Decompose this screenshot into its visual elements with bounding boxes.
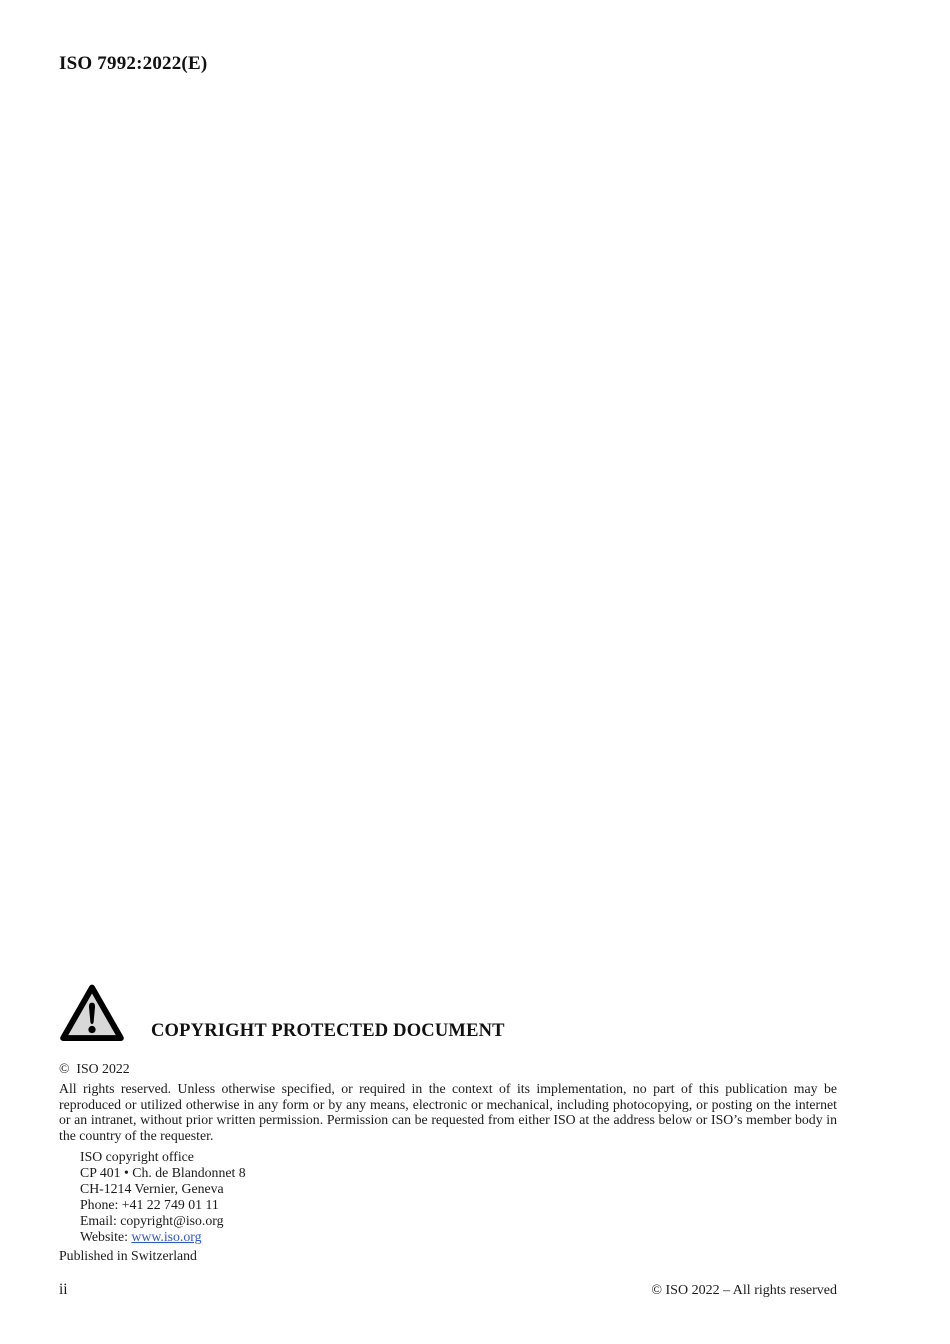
published-in-line: Published in Switzerland (59, 1248, 197, 1264)
website-label: Website: (80, 1229, 132, 1245)
document-number-header: ISO 7992:2022(E) (59, 53, 208, 74)
copyright-year-line: © ISO 2022 (59, 1061, 130, 1076)
footer-page-number: ii (59, 1281, 68, 1298)
address-line-website (80, 1229, 837, 1245)
footer-copyright-notice: © ISO 2022 – All rights reserved (651, 1283, 837, 1298)
address-line-street: CP 401 • Ch. de Blandonnet 8 (80, 1165, 246, 1181)
address-line-email: Email: copyright@iso.org (80, 1213, 224, 1229)
address-line-office: ISO copyright office (80, 1149, 194, 1165)
address-line-phone: Phone: +41 22 749 01 11 (80, 1197, 219, 1213)
iso-address-block (80, 1149, 837, 1245)
copyright-body-paragraph: All rights reserved. Unless otherwise specified, or required in the context of its implementation, no part of this publication may be reproduced or utilized otherwise in any form or by any means, electronic or mechanical, including photocopying, or posting on the internet or an intranet, without prior written permission. Permission can be requested from either ISO at the address below or ISO’s member body in the country of the requester. (59, 1081, 837, 1143)
copyright-section (59, 983, 837, 1264)
website-link[interactable]: www.iso.org (131, 1229, 202, 1245)
warning-triangle-icon (59, 983, 125, 1042)
copyright-protected-heading: COPYRIGHT PROTECTED DOCUMENT (151, 1020, 505, 1041)
page-footer (59, 1281, 837, 1299)
copyright-heading-row (59, 983, 837, 1042)
address-line-city: CH-1214 Vernier, Geneva (80, 1181, 224, 1197)
